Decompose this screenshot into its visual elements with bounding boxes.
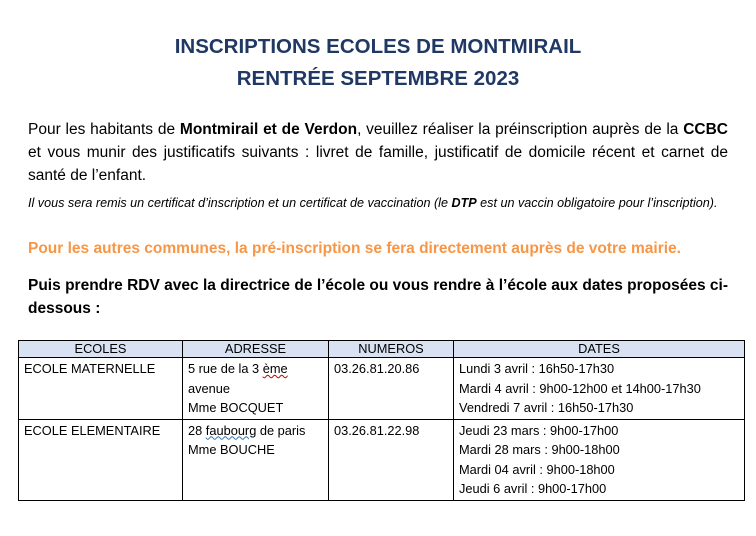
date-entry: Lundi 3 avril : 16h50-17h30 xyxy=(459,361,615,376)
address-line xyxy=(188,421,323,441)
address-text: 28 xyxy=(188,422,206,438)
table-row xyxy=(19,419,745,500)
school-contact: Mme BOUCHE xyxy=(188,442,275,457)
intro-text: et vous munir des justificatifs suivants : livret de famille, justificatif de domicile récent et carnet de santé de l’enfant. xyxy=(28,144,728,184)
column-header-adresse: ADRESSE xyxy=(183,341,329,358)
intro-bold-ccbc: CCBC xyxy=(683,121,728,138)
table-row xyxy=(19,358,745,420)
school-address xyxy=(183,419,329,500)
address-line: avenue xyxy=(188,380,230,396)
school-address xyxy=(183,358,329,420)
other-communes-notice: Pour les autres communes, la pré-inscription se fera directement auprès de votre mairie. xyxy=(28,240,681,257)
column-header-dates: DATES xyxy=(454,341,745,358)
schools-table xyxy=(18,340,745,501)
rdv-paragraph: Puis prendre RDV avec la directrice de l’école ou vous rendre à l’école aux dates proposées ci-dessous : xyxy=(28,277,728,317)
date-entry: Mardi 28 mars : 9h00-18h00 xyxy=(459,442,620,457)
address-text-flagged: ème xyxy=(262,361,288,376)
column-header-ecoles: ECOLES xyxy=(19,341,183,358)
note-text: Il vous sera remis un certificat d’inscription et un certificat de vaccination (le xyxy=(28,196,452,210)
address-line xyxy=(188,359,323,379)
address-text: de paris xyxy=(256,422,306,438)
date-entry: Mardi 4 avril : 9h00-12h00 et 14h00-17h30 xyxy=(459,380,701,396)
school-dates xyxy=(454,419,745,500)
note-paragraph xyxy=(28,194,728,213)
intro-bold-towns: Montmirail et de Verdon xyxy=(179,121,358,138)
date-entry: Vendredi 7 avril : 16h50-17h30 xyxy=(459,400,634,415)
school-phone: 03.26.81.22.98 xyxy=(329,419,454,500)
intro-paragraph xyxy=(28,118,728,187)
date-entry: Jeudi 6 avril : 9h00-17h00 xyxy=(459,481,607,496)
school-name: ECOLE MATERNELLE xyxy=(19,358,183,420)
note-bold-dtp: DTP xyxy=(451,196,477,210)
column-header-numeros: NUMEROS xyxy=(329,341,454,358)
school-name: ECOLE ELEMENTAIRE xyxy=(19,419,183,500)
date-entry: Jeudi 23 mars : 9h00-17h00 xyxy=(459,422,619,438)
intro-text: Pour les habitants de xyxy=(28,121,180,138)
table-header-row xyxy=(19,341,745,358)
address-text-flagged: faubourg xyxy=(205,422,257,438)
page-title: INSCRIPTIONS ECOLES DE MONTMIRAIL xyxy=(174,35,582,58)
school-dates xyxy=(454,358,745,420)
page-subtitle: RENTRÉE SEPTEMBRE 2023 xyxy=(236,67,520,90)
school-phone: 03.26.81.20.86 xyxy=(329,358,454,420)
intro-text: , veuillez réaliser la préinscription auprès de la xyxy=(357,121,684,138)
note-text: est un vaccin obligatoire pour l’inscription). xyxy=(476,196,718,210)
date-entry: Mardi 04 avril : 9h00-18h00 xyxy=(459,461,615,477)
school-contact: Mme BOCQUET xyxy=(188,400,284,415)
address-text: 5 rue de la 3 xyxy=(188,361,263,376)
